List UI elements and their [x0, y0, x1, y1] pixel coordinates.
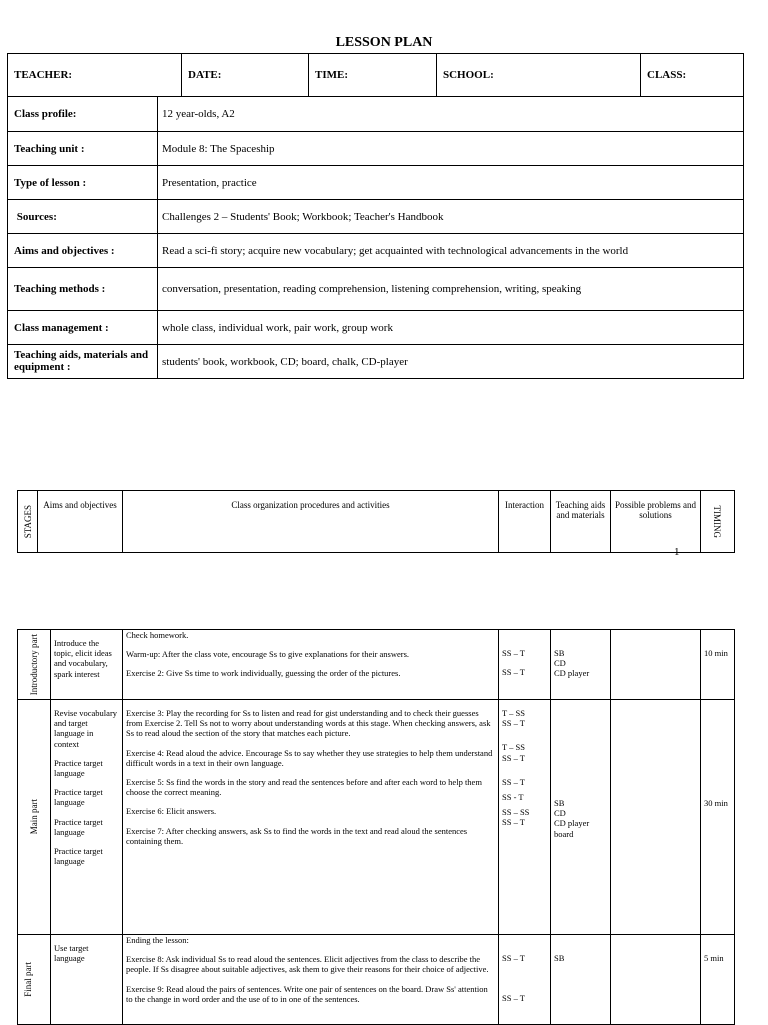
date-label: DATE:	[182, 54, 309, 97]
activities-cell	[123, 700, 499, 935]
aids-text: SB	[554, 648, 565, 658]
interaction-text: SS – T	[502, 718, 525, 729]
info-label: Teaching unit :	[8, 132, 158, 166]
interaction-text: SS – T	[502, 776, 525, 787]
interaction-cell	[499, 630, 551, 700]
timing-heading: TIMING	[712, 505, 723, 538]
aim-text: Revise vocabulary and target language in context	[54, 708, 118, 749]
aids-text: SB	[554, 798, 565, 808]
activity-text: Ending the lesson:	[126, 935, 189, 945]
stage-cell	[18, 630, 51, 700]
aims-cell: Introduce the topic, elicit ideas and vocabulary, spark interest	[51, 630, 123, 700]
stages-header-table	[17, 490, 735, 553]
interaction-text: SS – T	[502, 817, 525, 828]
aids-cell	[551, 630, 611, 700]
aids-text: SB	[554, 953, 565, 963]
interaction-text: SS – SS	[502, 807, 530, 818]
info-value: Challenges 2 – Students' Book; Workbook; Teacher's Handbook	[158, 200, 744, 234]
activity-text: Exercise 4: Read aloud the advice. Encourage Ss to say whether they use strategies to help them understand difficult words in a text in their own language.	[126, 747, 493, 768]
activities-cell	[123, 935, 499, 1025]
activities-cell	[123, 630, 499, 700]
class-label: CLASS:	[641, 54, 744, 97]
problems-heading: Possible problems and solutions	[611, 491, 701, 553]
activity-text: Warm-up: After the class vote, encourage Ss to give explanations for their answers.	[126, 649, 410, 660]
stage-cell	[18, 935, 51, 1025]
stages-header-cell	[18, 491, 38, 553]
page-title: LESSON PLAN	[335, 35, 433, 50]
activity-text: Exercise 9: Read aloud the pairs of sentences. Write one pair of sentences on the board. Draw Ss' attention to the change in word order and the use of to in one of the sentences.	[126, 983, 488, 1004]
info-label: Aims and objectives :	[8, 234, 158, 268]
info-label: Class management :	[8, 311, 158, 345]
info-label: Teaching methods :	[8, 268, 158, 311]
info-value: students' book, workbook, CD; board, chalk, CD-player	[158, 345, 744, 379]
interaction-text: T – SS	[502, 708, 525, 718]
interaction-text: SS – T	[502, 993, 525, 1004]
aims-heading: Aims and objectives	[38, 491, 123, 553]
aims-cell: Use target language	[51, 935, 123, 1025]
aim-text: Practice target language	[54, 845, 103, 867]
timing-cell: 30 min	[701, 700, 735, 935]
stage-name: Final part	[23, 962, 33, 997]
info-label: Type of lesson :	[8, 166, 158, 200]
info-value: Read a sci-fi story; acquire new vocabulary; get acquainted with technological advancements in the world	[158, 234, 744, 268]
info-value: 12 year-olds, A2	[158, 97, 744, 132]
aim-text: Practice target language	[54, 816, 103, 837]
info-label: Sources:	[8, 200, 158, 234]
stages-heading: STAGES	[22, 504, 33, 539]
info-value: Presentation, practice	[158, 166, 744, 200]
info-label: Class profile:	[8, 97, 158, 132]
activity-text: Check homework.	[126, 630, 189, 640]
aids-text: CD player	[554, 818, 590, 829]
aids-text: CD	[554, 808, 566, 819]
aim-text: Practice target language	[54, 757, 103, 778]
activity-text: Exercise 5: Ss find the words in the story and read the sentences before and after each word to help them choose the correct meaning.	[126, 776, 482, 798]
lesson-stages-table	[17, 629, 735, 1025]
table-row	[18, 935, 735, 1025]
activity-text: Exercise 7: After checking answers, ask Ss to find the words in the text and read aloud the sentences containing them.	[126, 825, 468, 846]
info-value: whole class, individual work, pair work, group work	[158, 311, 744, 345]
info-value: conversation, presentation, reading comprehension, listening comprehension, writing, speaking	[158, 268, 744, 311]
page-number: 1	[674, 546, 680, 558]
interaction-cell	[499, 935, 551, 1025]
aids-cell	[551, 935, 611, 1025]
aids-text: CD player	[554, 668, 590, 679]
procedures-heading: Class organization procedures and activities	[123, 491, 499, 553]
problems-cell	[611, 700, 701, 935]
school-label: SCHOOL:	[437, 54, 641, 97]
activity-text: Exercise 8: Ask individual Ss to read aloud the sentences. Elicit adjectives from the class to describe the people. If Ss disagree about suitable adjectives, ask them to give their reasons for their choice of adjective.	[126, 954, 489, 975]
time-label: TIME:	[309, 54, 437, 97]
timing-cell: 10 min	[701, 630, 735, 700]
interaction-text: SS - T	[502, 791, 524, 802]
teacher-label: TEACHER:	[8, 54, 182, 97]
stage-name: Main part	[28, 799, 39, 835]
stage-cell	[18, 700, 51, 935]
aids-text: board	[554, 828, 574, 839]
activity-text: Exercise 6: Elicit answers.	[126, 806, 217, 817]
stage-name: Introductory part	[28, 633, 39, 696]
aids-heading: Teaching aids and materials	[551, 491, 611, 553]
aids-cell	[551, 700, 611, 935]
info-label: Teaching aids, materials and equipment :	[8, 345, 158, 379]
interaction-heading: Interaction	[499, 491, 551, 553]
timing-header-cell	[701, 491, 735, 553]
aids-text: CD	[554, 658, 566, 669]
activity-text: Exercise 2: Give Ss time to work individually, guessing the order of the pictures.	[126, 668, 401, 679]
table-row	[18, 700, 735, 935]
table-row	[18, 630, 735, 700]
interaction-text: T – SS	[502, 742, 525, 753]
interaction-text: SS – T	[502, 752, 525, 763]
interaction-text: SS – T	[502, 648, 525, 658]
aims-cell	[51, 700, 123, 935]
interaction-cell	[499, 700, 551, 935]
lesson-plan-header-table	[7, 53, 744, 379]
activity-text: Exercise 3: Play the recording for Ss to listen and read for gist understanding and to check their guesses from Exercise 2. Tell Ss not to worry about understanding words at this stage. When checking answers, ask Ss to read aloud the section of the story that matches each picture.	[126, 708, 491, 739]
interaction-text: SS – T	[502, 953, 525, 963]
timing-cell: 5 min	[701, 935, 735, 1025]
problems-cell	[611, 935, 701, 1025]
interaction-text: SS – T	[502, 667, 525, 678]
info-value: Module 8: The Spaceship	[158, 132, 744, 166]
aim-text: Practice target language	[54, 787, 103, 808]
problems-cell	[611, 630, 701, 700]
